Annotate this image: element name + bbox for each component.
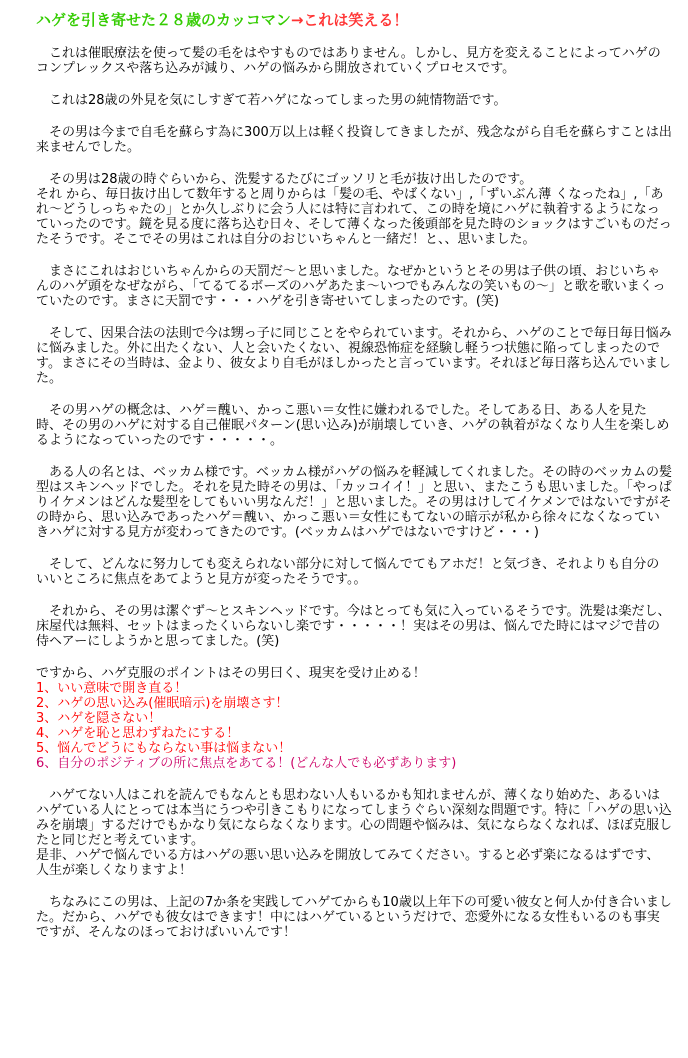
points-section [36, 666, 672, 771]
points-lead: ですから、ハゲ克服のポイントはその男曰く、現実を受け止める！ [36, 666, 426, 681]
list-item: 1、いい意味で開き直る！ [36, 681, 188, 696]
paragraph-punishment: まさにこれはおじいちゃんからの天罰だ〜と思いました。なぜかというとその男は子供の頃、おじいちゃんのハゲ頭をなぜながら、「てるてるボーズのハゲあたま〜いつでもみんなの笑いもの〜」と歌を歌いまくっていたのです。まさに天罰です・・・ハゲを引き寄せいてしまったのです。(笑) [36, 264, 666, 309]
paragraph-karma: そして、因果合法の法則で今は甥っ子に同じことをやられています。それから、ハゲのことで毎日毎日悩みに悩みました。外に出たくない、人と会いたくない、視線恐怖症を経験し軽うつ状態に陥ってしまったのです。まさにその当時は、金より、彼女より自毛がほしかったと言っています。それほど毎日落ち込んでいました。 [36, 326, 672, 386]
paragraph-realization: そして、どんなに努力しても変えられない部分に対して悩んでてもアホだ！と気づき、それよりも自分のいいところに焦点をあてようと見方が変ったそうです。。 [36, 557, 660, 587]
paragraph-skinhead: それから、その男は潔ぐず〜とスキンヘッドです。今はとっても気に入っているそうです。洗髪は楽だし、床屋代は無料、セットはまったくいらないし楽です・・・・・！実はその男は、悩んでた時にはマジで昔の侍ヘアーにしようかと思ってました。(笑) [36, 604, 671, 649]
title-tag: →これは笑える！ [290, 11, 409, 29]
paragraph-final: ちなみにこの男は、上記の7か条を実践してハゲてからも10歳以上年下の可愛い彼女と何人か付き合いました。だから、ハゲでも彼女はできます！中にはハゲているというだけで、恋愛外になる女性もいるのも事実ですが、そんなのほっておけばいいんです！ [36, 895, 672, 940]
list-item: 3、ハゲを隠さない！ [36, 711, 162, 726]
title-main: ハゲを引き寄せた２８歳のカッコマン [36, 11, 291, 29]
paragraph-intro: これは催眠療法を使って髪の毛をはやすものではありません。しかし、見方を変えることによってハゲのコンプレックスや落ち込みが減り、ハゲの悩みから開放されていくプロセスです。 [36, 46, 661, 76]
page-title [36, 10, 672, 30]
list-item: 4、ハゲを恥と思わずねたにする！ [36, 726, 240, 741]
paragraph-investment: その男は今まで自毛を蘇らす為に300万以上は軽く投資してきましたが、残念ながら自毛を蘇らすことは出来ませんでした。 [36, 125, 672, 155]
paragraph-hair-loss: その男は28歳の時ぐらいから、洗髪するたびにゴッソリと毛が抜け出したのです。 それ から、毎日抜け出して数年すると周りからは「髪の毛、やばくない」,「ずいぶん薄 くなったね」,「あれ〜どうしっちゃたの」とか久しぶりに会う人には特に言われて、この時を境にハゲに執着するようになっていったのです。鏡を見る度に落ち込む日々、そして薄くなった後頭部を見た時のショックはすごいものだったそうです。そこでその男はこれは自分のおじいちゃんと一緒だ！と、、思いました。 [36, 172, 672, 247]
list-item: 5、悩んでどうにもならない事は悩まない！ [36, 741, 292, 756]
paragraph-story-summary: これは28歳の外見を気にしすぎて若ハゲになってしまった男の純情物語です。 [49, 93, 507, 108]
list-item: 2、ハゲの思い込み(催眠暗示)を崩壊さす！ [36, 696, 289, 711]
points-list [36, 681, 672, 771]
list-item: 6、自分のポジティブの所に焦点をあてる！(どんな人でも必ずあります) [36, 756, 457, 771]
paragraph-closing: ハゲてない人はこれを読んでもなんとも思わない人もいるかも知れませんが、薄くなり始めた、あるいはハゲている人にとっては本当にうつや引きこもりになってしまうぐらい深刻な問題です。特に「ハゲの思い込みを崩壊」するだけでもかなり気にならなくなります。心の問題や悩みは、気にならなくなれば、ほぼ克服したと同じだと考えています。 是非、ハゲで悩んでいる方はハゲの悪い思い込みを開放してみてください。すると必ず楽になるはずです、人生が楽しくなりますよ！ [36, 788, 672, 878]
paragraph-beckham: ある人の名とは、ベッカム様です。ベッカム様がハゲの悩みを軽減してくれました。その時のベッカムの髪型はスキンヘッドでした。それを見た時その男は、「カッコイイ！」と思い、またこうも思いました。「やっぱりイケメンはどんな髪型をしてもいい男なんだ！」と思いました。その男はけしてイケメンではないですがその時から、思い込みであったハゲ＝醜い、かっこ悪い＝女性にもてないの暗示が私から徐々になくなっていきハゲに対する見方が変わってきたのです。(ベッカムはハゲではないですけど・・・) [36, 465, 672, 540]
paragraph-concept: その男ハゲの概念は、ハゲ＝醜い、かっこ悪い＝女性に嫌われるでした。そしてある日、ある人を見た時、その男のハゲに対する自己催眠パターン(思い込み)が崩壊していき、ハゲの執着がなくなり人生を楽しめるようになっていったのです・・・・・。 [36, 403, 670, 448]
